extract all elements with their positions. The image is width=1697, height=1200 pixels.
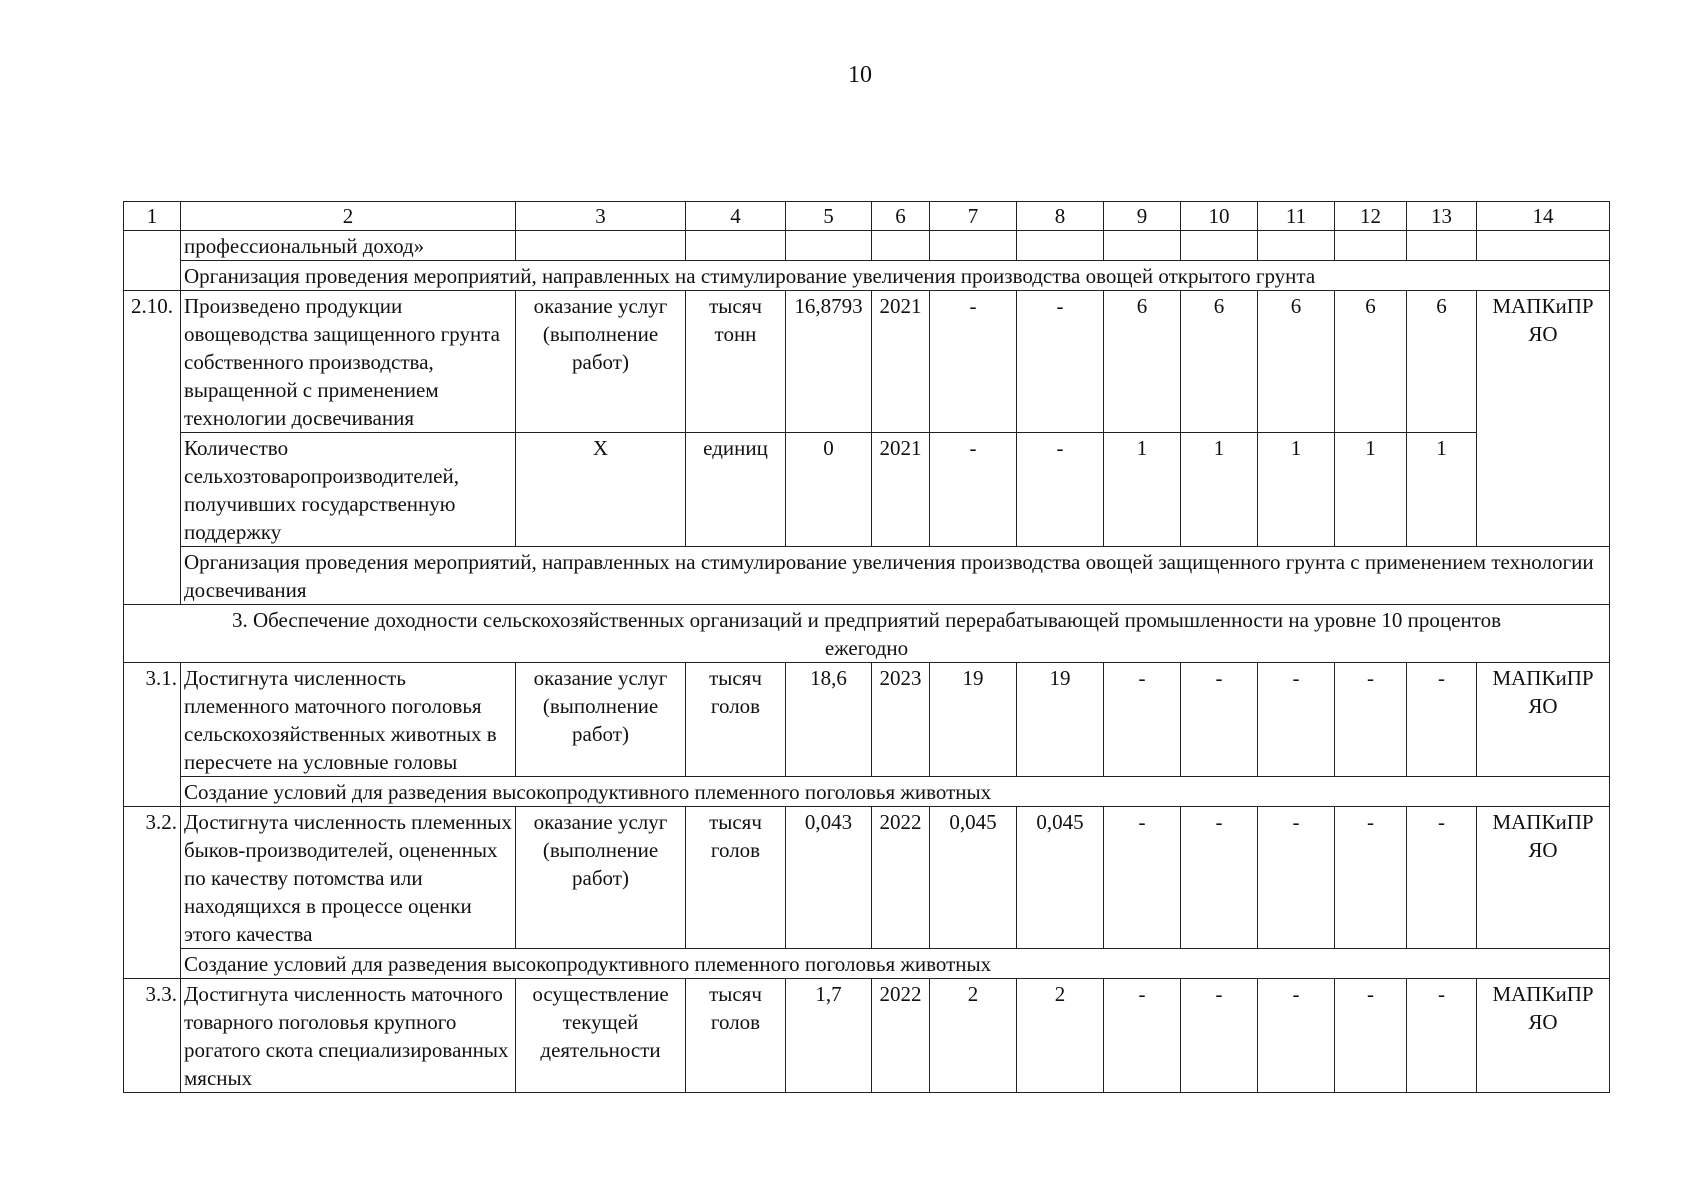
value-col13: - xyxy=(1407,807,1477,949)
column-header: 12 xyxy=(1335,202,1407,231)
table-row xyxy=(124,291,1610,433)
responsible: МАПКиПР ЯО xyxy=(1477,807,1610,949)
empty-cell xyxy=(1407,231,1477,261)
value-col10: 1 xyxy=(1181,433,1258,547)
indicator-name: Достигнута численность племенного маточного поголовья сельскохозяйственных животных в пересчете на условные головы xyxy=(181,663,516,777)
row-number: 3.3. xyxy=(124,979,181,1093)
value-col11: - xyxy=(1258,663,1335,777)
value-col9: - xyxy=(1104,979,1181,1093)
value-col13: - xyxy=(1407,979,1477,1093)
row-number: 3.1. xyxy=(124,663,181,807)
value-col13: 6 xyxy=(1407,291,1477,433)
table-row xyxy=(124,663,1610,777)
section-heading: 3. Обеспечение доходности сельскохозяйственных организаций и предприятий перерабатывающей промышленности на уровне 10 процентов ежегодно xyxy=(124,605,1610,663)
column-header: 11 xyxy=(1258,202,1335,231)
measure-note-row xyxy=(124,777,1610,807)
measure-note: Создание условий для разведения высокопродуктивного племенного поголовья животных xyxy=(181,777,1610,807)
value-col8: 2 xyxy=(1017,979,1104,1093)
column-header: 5 xyxy=(786,202,872,231)
indicator-name: Достигнута численность племенных быков-производителей, оцененных по качеству потомства или находящихся в процессе оценки этого качества xyxy=(181,807,516,949)
value-col12: - xyxy=(1335,663,1407,777)
base-value: 16,8793 xyxy=(786,291,872,433)
value-col8: 0,045 xyxy=(1017,807,1104,949)
row-number-cell xyxy=(124,231,181,291)
column-header: 2 xyxy=(181,202,516,231)
column-header: 4 xyxy=(686,202,786,231)
value-col7: 2 xyxy=(930,979,1017,1093)
value-col9: 1 xyxy=(1104,433,1181,547)
value-col8: 19 xyxy=(1017,663,1104,777)
responsible: МАПКиПР ЯО xyxy=(1477,291,1610,547)
column-header: 8 xyxy=(1017,202,1104,231)
result-type: оказание услуг (выполнение работ) xyxy=(516,291,686,433)
result-type: Х xyxy=(516,433,686,547)
measure-note: Организация проведения мероприятий, направленных на стимулирование увеличения производства овощей открытого грунта xyxy=(181,261,1610,291)
result-type: осуществление текущей деятельности xyxy=(516,979,686,1093)
measure-note-row xyxy=(124,547,1610,605)
column-header: 7 xyxy=(930,202,1017,231)
value-col11: 1 xyxy=(1258,433,1335,547)
table-row xyxy=(124,979,1610,1093)
value-col7: - xyxy=(930,433,1017,547)
base-value: 18,6 xyxy=(786,663,872,777)
value-col7: 0,045 xyxy=(930,807,1017,949)
column-header: 10 xyxy=(1181,202,1258,231)
column-header: 1 xyxy=(124,202,181,231)
empty-cell xyxy=(1181,231,1258,261)
measure-note: Организация проведения мероприятий, направленных на стимулирование увеличения производства овощей защищенного грунта с применением технологии досвечивания xyxy=(181,547,1610,605)
empty-cell xyxy=(686,231,786,261)
measure-note-row xyxy=(124,949,1610,979)
column-header: 14 xyxy=(1477,202,1610,231)
value-col9: - xyxy=(1104,807,1181,949)
measure-note: Создание условий для разведения высокопродуктивного племенного поголовья животных xyxy=(181,949,1610,979)
indicators-table xyxy=(123,201,1610,1093)
measure-note-row xyxy=(124,261,1610,291)
value-col9: - xyxy=(1104,663,1181,777)
row-number: 2.10. xyxy=(124,291,181,605)
base-value: 1,7 xyxy=(786,979,872,1093)
value-col11: 6 xyxy=(1258,291,1335,433)
unit: тысяч голов xyxy=(686,807,786,949)
value-col9: 6 xyxy=(1104,291,1181,433)
page-number: 10 xyxy=(848,62,872,88)
base-year: 2021 xyxy=(872,291,930,433)
column-header: 3 xyxy=(516,202,686,231)
value-col10: - xyxy=(1181,663,1258,777)
base-year: 2022 xyxy=(872,807,930,949)
value-col10: - xyxy=(1181,979,1258,1093)
base-value: 0,043 xyxy=(786,807,872,949)
column-header: 13 xyxy=(1407,202,1477,231)
indicator-name: профессиональный доход» xyxy=(181,231,516,261)
result-type: оказание услуг (выполнение работ) xyxy=(516,663,686,777)
empty-cell xyxy=(1104,231,1181,261)
value-col10: 6 xyxy=(1181,291,1258,433)
indicator-name: Достигнута численность маточного товарного поголовья крупного рогатого скота специализированных мясных xyxy=(181,979,516,1093)
base-year: 2022 xyxy=(872,979,930,1093)
value-col13: - xyxy=(1407,663,1477,777)
value-col12: - xyxy=(1335,807,1407,949)
unit: единиц xyxy=(686,433,786,547)
column-number-row xyxy=(124,202,1610,231)
value-col13: 1 xyxy=(1407,433,1477,547)
value-col7: - xyxy=(930,291,1017,433)
row-number: 3.2. xyxy=(124,807,181,979)
column-header: 9 xyxy=(1104,202,1181,231)
value-col11: - xyxy=(1258,807,1335,949)
table-row xyxy=(124,433,1610,547)
section-heading-row xyxy=(124,605,1610,663)
value-col8: - xyxy=(1017,291,1104,433)
table-row-continuation xyxy=(124,231,1610,261)
unit: тысяч тонн xyxy=(686,291,786,433)
empty-cell xyxy=(1477,231,1610,261)
base-year: 2021 xyxy=(872,433,930,547)
responsible: МАПКиПР ЯО xyxy=(1477,663,1610,777)
value-col12: 6 xyxy=(1335,291,1407,433)
value-col11: - xyxy=(1258,979,1335,1093)
value-col12: 1 xyxy=(1335,433,1407,547)
empty-cell xyxy=(516,231,686,261)
base-value: 0 xyxy=(786,433,872,547)
value-col12: - xyxy=(1335,979,1407,1093)
empty-cell xyxy=(872,231,930,261)
table-row xyxy=(124,807,1610,949)
result-type: оказание услуг (выполнение работ) xyxy=(516,807,686,949)
unit: тысяч голов xyxy=(686,663,786,777)
indicator-name: Количество сельхозтоваропроизводителей, получивших государственную поддержку xyxy=(181,433,516,547)
empty-cell xyxy=(1017,231,1104,261)
indicator-name: Произведено продукции овощеводства защищенного грунта собственного производства, выращенной с применением технологии досвечивания xyxy=(181,291,516,433)
responsible: МАПКиПР ЯО xyxy=(1477,979,1610,1093)
empty-cell xyxy=(786,231,872,261)
value-col10: - xyxy=(1181,807,1258,949)
unit: тысяч голов xyxy=(686,979,786,1093)
value-col8: - xyxy=(1017,433,1104,547)
value-col7: 19 xyxy=(930,663,1017,777)
column-header: 6 xyxy=(872,202,930,231)
empty-cell xyxy=(1335,231,1407,261)
empty-cell xyxy=(930,231,1017,261)
empty-cell xyxy=(1258,231,1335,261)
base-year: 2023 xyxy=(872,663,930,777)
